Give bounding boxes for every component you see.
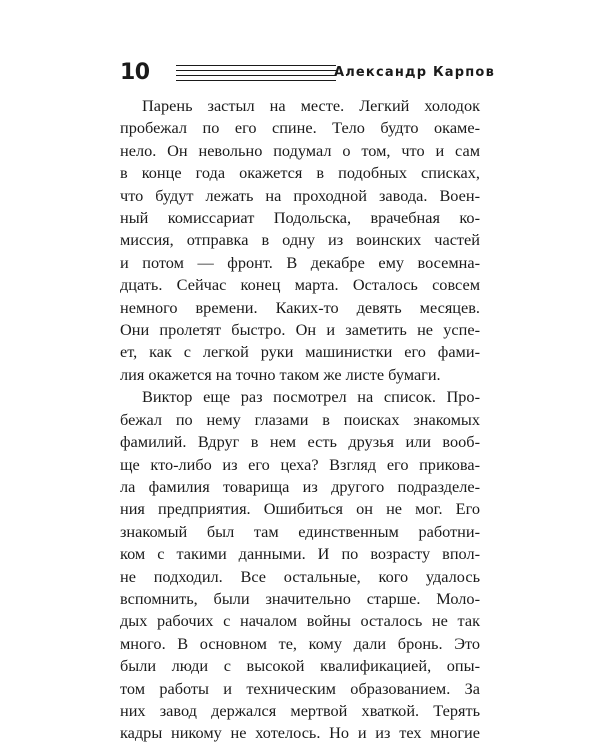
text-line: том работы и техническим образованием. За (120, 678, 480, 698)
text-line: лия окажется на точно таком же листе бумаги. (120, 364, 441, 384)
text-line: кадры никому не хотелось. Но и из тех многие (120, 723, 480, 743)
text-line: ком с такими данными. И по возрасту впол- (120, 544, 480, 564)
paragraph (120, 95, 480, 386)
text-line: вспомнить, были значительно старше. Моло- (120, 588, 480, 608)
text-line: немного времени. Каких-то девять месяцев. (120, 297, 480, 317)
paragraph (120, 386, 480, 745)
text-line: Парень застыл на месте. Легкий холодок (142, 96, 480, 115)
body-text (120, 95, 480, 745)
header-rule (176, 75, 336, 76)
text-line: ще кто-либо из его цеха? Взгляд его прикова- (120, 454, 480, 474)
page-number: 10 (120, 60, 150, 85)
text-line: ла фамилия товарища из другого подразделе- (120, 476, 480, 496)
text-line: ет, как с легкой руки машинистки его фами- (120, 342, 480, 362)
text-line: и потом — фронт. В декабре ему восемна- (120, 252, 480, 272)
text-line: дых рабочих с началом войны осталось не так (120, 611, 480, 631)
text-line: не подходил. Все остальные, кого удалось (120, 566, 480, 586)
page-header (120, 60, 495, 86)
text-line: что будут лежать на проходной завода. Воен- (120, 185, 480, 205)
header-rule (176, 70, 336, 71)
text-line: Виктор еще раз посмотрел на список. Про- (142, 387, 480, 407)
text-line: дцать. Сейчас конец марта. Осталось совсем (120, 275, 480, 295)
text-line: них завод держался мертвой хваткой. Терять (120, 700, 480, 720)
text-line: фамилий. Вдруг в нем есть друзья или вооб- (120, 432, 480, 452)
text-line: Они пролетят быстро. Он и заметить не успе- (120, 320, 480, 340)
text-line: много. В основном те, кому дали бронь. Это (120, 633, 480, 653)
header-rule (176, 65, 336, 66)
text-line: ния предприятия. Ошибиться он не мог. Его (120, 499, 480, 519)
header-rule (176, 80, 336, 81)
header-rules (176, 65, 336, 81)
text-line: в конце года окажется в подобных списках, (120, 163, 480, 183)
text-line: знакомый был там единственным работни- (120, 521, 480, 541)
text-line: пробежал по его спине. Тело будто окаме- (120, 118, 480, 138)
text-line: ный комиссариат Подольска, врачебная ко- (120, 208, 480, 228)
text-line: были люди с высокой квалификацией, опы- (120, 656, 480, 676)
running-head-author: Александр Карпов (333, 65, 495, 80)
text-line: нело. Он невольно подумал о том, что и сам (120, 140, 480, 160)
text-line: миссия, отправка в одну из воинских частей (120, 230, 480, 250)
text-line: бежал по нему глазами в поисках знакомых (120, 409, 480, 429)
